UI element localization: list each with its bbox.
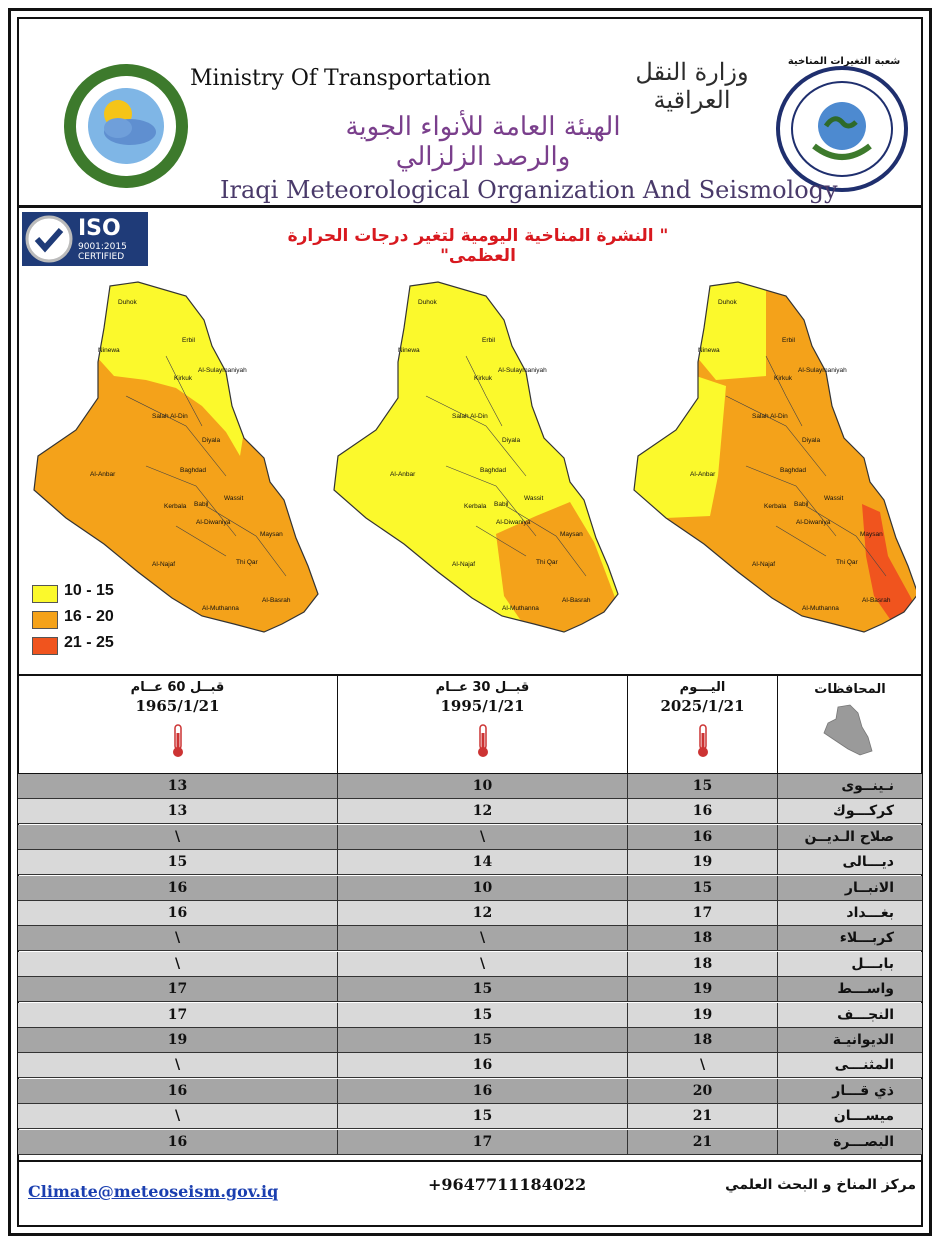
iso-certification-badge bbox=[22, 212, 148, 266]
map-label: Al-Basrah bbox=[262, 597, 291, 604]
table-row bbox=[18, 901, 922, 926]
legend-swatch bbox=[32, 637, 58, 655]
map-label: Babil bbox=[794, 501, 809, 508]
map-label: Al-Anbar bbox=[90, 471, 116, 478]
map-label: Kirkuk bbox=[774, 375, 793, 382]
map-label: Maysan bbox=[260, 531, 283, 538]
header-30-years: قبــل 30 عــام 1995/1/21 bbox=[338, 676, 628, 774]
temperature-y60: \ bbox=[18, 926, 338, 950]
temperature-today: 16 bbox=[628, 799, 778, 823]
temperature-today: 17 bbox=[628, 901, 778, 925]
temperature-today: 19 bbox=[628, 1003, 778, 1027]
map-label: Salah Al-Din bbox=[152, 413, 188, 420]
temperature-y60: 13 bbox=[18, 774, 338, 798]
thermometer-icon bbox=[171, 723, 185, 759]
table-row bbox=[18, 850, 922, 875]
header-60-years: قبــل 60 عــام 1965/1/21 bbox=[18, 676, 338, 774]
temperature-today: \ bbox=[628, 1053, 778, 1077]
temperature-y60: 17 bbox=[18, 1003, 338, 1027]
legend-label: 10 - 15 bbox=[64, 582, 114, 599]
table-row bbox=[18, 926, 922, 951]
temperature-today: 19 bbox=[628, 850, 778, 874]
province-name: كركـــوك bbox=[833, 803, 894, 820]
table-row bbox=[18, 952, 922, 977]
legend-item bbox=[32, 634, 152, 656]
map-label: Al-Najaf bbox=[152, 561, 176, 568]
temperature-today: 15 bbox=[628, 774, 778, 798]
header-today: اليـــوم 2025/1/21 bbox=[628, 676, 778, 774]
temperature-y60: \ bbox=[18, 1104, 338, 1128]
table-row bbox=[18, 1130, 922, 1155]
map-60-years-ago bbox=[34, 276, 318, 632]
checkmark-icon bbox=[22, 212, 76, 266]
map-label: Al-Anbar bbox=[690, 471, 716, 478]
temperature-y30: \ bbox=[338, 825, 628, 849]
iso-number: 9001:2015 CERTIFIED bbox=[78, 242, 127, 262]
map-label: Al-Muthanna bbox=[502, 605, 539, 612]
map-label: Thi Qar bbox=[836, 559, 858, 566]
temperature-today: 19 bbox=[628, 977, 778, 1001]
temperature-y60: 13 bbox=[18, 799, 338, 823]
map-label: Babil bbox=[494, 501, 509, 508]
map-label: Erbil bbox=[782, 337, 796, 344]
map-label: Salah Al-Din bbox=[452, 413, 488, 420]
province-name: الانبــار bbox=[844, 879, 894, 896]
temperature-y30: \ bbox=[338, 952, 628, 976]
map-label: Babil bbox=[194, 501, 209, 508]
map-label: Diyala bbox=[802, 437, 821, 444]
map-label: Al-Najaf bbox=[752, 561, 776, 568]
ministry-name-ar: وزارة النقل العراقية bbox=[635, 58, 749, 114]
header-province: المحافظات bbox=[778, 676, 922, 774]
map-label: Kirkuk bbox=[474, 375, 493, 382]
map-label: Al-Diwaniya bbox=[496, 519, 531, 526]
map-label: Ninewa bbox=[398, 347, 420, 354]
map-label: Al-Muthanna bbox=[802, 605, 839, 612]
temperature-y60: 16 bbox=[18, 1130, 338, 1154]
map-label: Erbil bbox=[182, 337, 196, 344]
table-row bbox=[18, 876, 922, 901]
map-label: Al-Diwaniya bbox=[196, 519, 231, 526]
province-name: صلاح الـديــن bbox=[804, 828, 894, 845]
temperature-y60: \ bbox=[18, 825, 338, 849]
province-name: واســـط bbox=[837, 981, 894, 998]
table-row bbox=[18, 1053, 922, 1078]
province-name: ميســـان bbox=[833, 1108, 894, 1125]
table-row bbox=[18, 774, 922, 799]
thermometer-icon bbox=[696, 723, 710, 759]
climate-research-center-logo bbox=[776, 66, 908, 192]
temperature-y30: 16 bbox=[338, 1079, 628, 1103]
temperature-y30: 10 bbox=[338, 774, 628, 798]
province-name: كربـــلاء bbox=[839, 930, 894, 947]
province-name: النجـــف bbox=[837, 1006, 894, 1023]
temperature-y60: 16 bbox=[18, 1079, 338, 1103]
legend-label: 21 - 25 bbox=[64, 634, 114, 651]
temperature-y60: 17 bbox=[18, 977, 338, 1001]
map-label: Kirkuk bbox=[174, 375, 193, 382]
temperature-y60: 15 bbox=[18, 850, 338, 874]
temperature-today: 21 bbox=[628, 1130, 778, 1154]
temperature-y30: 12 bbox=[338, 799, 628, 823]
table-row bbox=[18, 1079, 922, 1104]
map-label: Maysan bbox=[860, 531, 883, 538]
legend-swatch bbox=[32, 611, 58, 629]
table-row bbox=[18, 1104, 922, 1129]
province-name: نـينــوى bbox=[841, 778, 894, 794]
organization-name-ar: الهيئة العامة للأنواء الجوية والرصد الزلزالي bbox=[345, 112, 621, 172]
map-label: Al-Basrah bbox=[562, 597, 591, 604]
ministry-name-en: Ministry Of Transportation bbox=[190, 66, 491, 91]
temperature-today: 18 bbox=[628, 926, 778, 950]
map-label: Al-Sulaymaniyah bbox=[198, 367, 247, 374]
temperature-y30: 16 bbox=[338, 1053, 628, 1077]
temperature-y30: 14 bbox=[338, 850, 628, 874]
temperature-y30: 15 bbox=[338, 1104, 628, 1128]
map-label: Ninewa bbox=[698, 347, 720, 354]
temperature-today: 20 bbox=[628, 1079, 778, 1103]
map-label: Duhok bbox=[418, 299, 437, 306]
bulletin-title: " النشرة المناخية اليومية لتغير درجات الحرارة العظمى" bbox=[287, 226, 669, 266]
map-label: Baghdad bbox=[180, 467, 207, 474]
map-today bbox=[626, 276, 916, 632]
map-label: Kerbala bbox=[464, 503, 487, 510]
contact-phone: +9647711184022 bbox=[428, 1175, 587, 1194]
map-label: Al-Najaf bbox=[452, 561, 476, 568]
map-label: Al-Sulaymaniyah bbox=[498, 367, 547, 374]
map-label: Al-Anbar bbox=[390, 471, 416, 478]
map-label: Ninewa bbox=[98, 347, 120, 354]
province-name: البصـــرة bbox=[833, 1133, 894, 1150]
map-label: Diyala bbox=[202, 437, 221, 444]
temperature-y30: \ bbox=[338, 926, 628, 950]
temperature-y30: 12 bbox=[338, 901, 628, 925]
temperature-y30: 15 bbox=[338, 1028, 628, 1052]
contact-email-link[interactable]: Climate@meteoseism.gov.iq bbox=[28, 1182, 279, 1201]
iso-status: CERTIFIED bbox=[78, 252, 125, 262]
temperature-y30: 10 bbox=[338, 876, 628, 900]
temperature-y60: \ bbox=[18, 1053, 338, 1077]
province-name: الديوانيـة bbox=[832, 1032, 894, 1048]
table-row bbox=[18, 799, 922, 824]
province-name: ديـــالى bbox=[842, 854, 894, 871]
table-row bbox=[18, 977, 922, 1002]
table-header bbox=[18, 674, 922, 774]
temperature-y60: 16 bbox=[18, 876, 338, 900]
map-label: Al-Basrah bbox=[862, 597, 891, 604]
temperature-today: 21 bbox=[628, 1104, 778, 1128]
research-center-name: مركز المناخ و البحث العلمي bbox=[725, 1177, 916, 1193]
map-label: Wassit bbox=[524, 495, 544, 502]
map-label: Kerbala bbox=[164, 503, 187, 510]
temperature-y60: \ bbox=[18, 952, 338, 976]
temperature-y60: 16 bbox=[18, 901, 338, 925]
province-name: ذي قـــار bbox=[832, 1082, 894, 1099]
map-label: Thi Qar bbox=[536, 559, 558, 566]
map-label: Baghdad bbox=[780, 467, 807, 474]
map-label: Al-Muthanna bbox=[202, 605, 239, 612]
iso-title: ISO bbox=[78, 216, 121, 241]
map-label: Al-Sulaymaniyah bbox=[798, 367, 847, 374]
map-label: Maysan bbox=[560, 531, 583, 538]
footer-divider bbox=[18, 1160, 922, 1162]
province-name: المثنـــى bbox=[834, 1057, 894, 1074]
meteorological-organization-logo bbox=[62, 62, 190, 190]
temperature-today: 16 bbox=[628, 825, 778, 849]
temperature-today: 18 bbox=[628, 952, 778, 976]
map-label: Diyala bbox=[502, 437, 521, 444]
header-divider bbox=[18, 205, 922, 208]
table-row bbox=[18, 825, 922, 850]
temperature-y30: 15 bbox=[338, 1003, 628, 1027]
thermometer-icon bbox=[476, 723, 490, 759]
legend-label: 16 - 20 bbox=[64, 608, 114, 625]
temperature-y60: 19 bbox=[18, 1028, 338, 1052]
table-row bbox=[18, 1003, 922, 1028]
map-label: Erbil bbox=[482, 337, 496, 344]
map-label: Thi Qar bbox=[236, 559, 258, 566]
map-label: Kerbala bbox=[764, 503, 787, 510]
iraq-map-icon bbox=[820, 703, 880, 759]
temperature-today: 18 bbox=[628, 1028, 778, 1052]
map-label: Baghdad bbox=[480, 467, 507, 474]
legend-swatch bbox=[32, 585, 58, 603]
organization-name-en: Iraqi Meteorological Organization And Seismology bbox=[220, 176, 838, 204]
temperature-y30: 15 bbox=[338, 977, 628, 1001]
province-name: بابـــل bbox=[851, 955, 894, 972]
map-label: Duhok bbox=[718, 299, 737, 306]
map-label: Wassit bbox=[824, 495, 844, 502]
map-label: Duhok bbox=[118, 299, 137, 306]
temperature-today: 15 bbox=[628, 876, 778, 900]
table-row bbox=[18, 1028, 922, 1053]
legend-item bbox=[32, 582, 152, 604]
map-label: Salah Al-Din bbox=[752, 413, 788, 420]
climate-change-department: شعبة التغيرات المناخية bbox=[787, 56, 901, 67]
map-label: Wassit bbox=[224, 495, 244, 502]
temperature-maps bbox=[26, 276, 916, 646]
legend-item bbox=[32, 608, 152, 630]
map-label: Al-Diwaniya bbox=[796, 519, 831, 526]
temperature-y30: 17 bbox=[338, 1130, 628, 1154]
province-name: بغـــداد bbox=[846, 905, 894, 921]
map-30-years-ago bbox=[334, 282, 622, 632]
